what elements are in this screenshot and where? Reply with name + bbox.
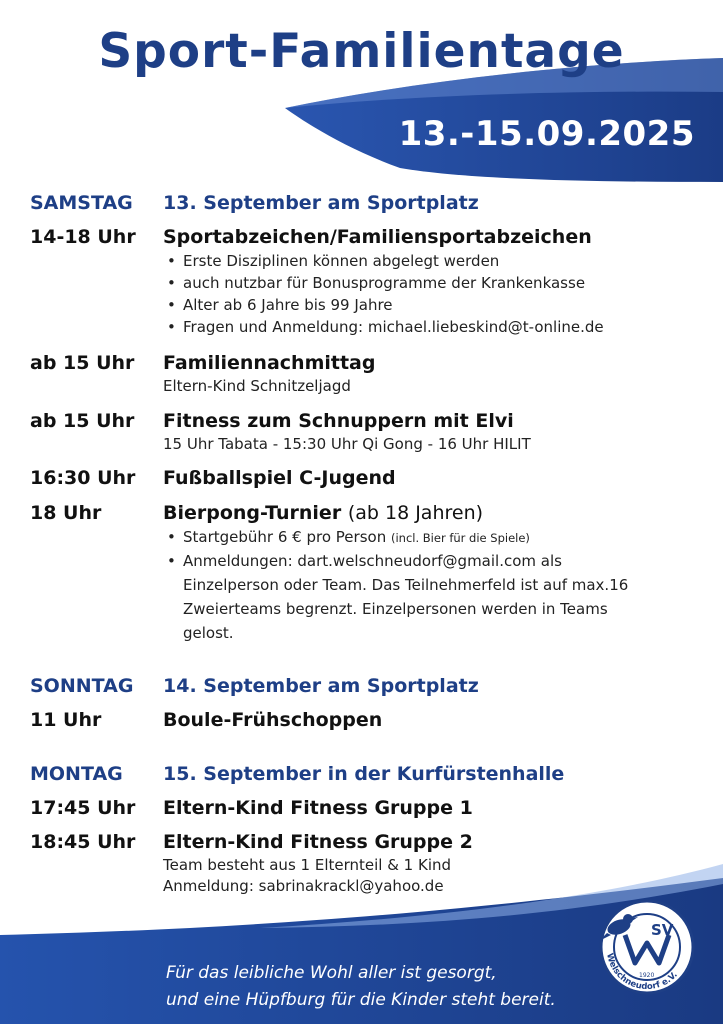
page-title: Sport-Familientage (98, 24, 625, 79)
event-subtitle: Team besteht aus 1 Elternteil & 1 Kind (163, 856, 452, 874)
day-header-samstag (30, 192, 700, 214)
event-title: Boule-Frühschoppen (163, 709, 383, 731)
bullet-item: • auch nutzbar für Bonusprogramme der Krankenkasse (163, 272, 700, 294)
event-row (30, 350, 700, 397)
event-time: 18:45 Uhr (30, 831, 136, 853)
event-title: Familiennachmittag (163, 352, 376, 374)
day-subtitle: 15. September in der Kurfürstenhalle (163, 763, 565, 785)
event-row (30, 795, 700, 821)
event-time: 17:45 Uhr (30, 797, 136, 819)
day-label: MONTAG (30, 763, 123, 785)
event-row (30, 224, 700, 338)
bullet-item: • Alter ab 6 Jahre bis 99 Jahre (163, 294, 700, 316)
logo-ring-path: Welschneudorf e.V. (604, 952, 680, 993)
event-row (30, 707, 700, 733)
day-header-sonntag (30, 675, 700, 697)
event-title: Sportabzeichen/Familiensportabzeichen (163, 226, 592, 248)
bullet-item: • Erste Disziplinen können abgelegt werden (163, 250, 700, 272)
bullet-item (163, 526, 700, 549)
event-bullets (163, 526, 700, 645)
footer-note (166, 960, 606, 1014)
event-subtitle: Eltern-Kind Schnitzeljagd (163, 377, 351, 395)
logo-year: 1920 (639, 972, 655, 979)
day-header-montag (30, 763, 700, 785)
event-title: Fußballspiel C-Jugend (163, 467, 396, 489)
event-dates: 13.-15.09.2025 (398, 114, 695, 154)
event-title-text: Bierpong-Turnier (163, 502, 342, 524)
event-time: ab 15 Uhr (30, 352, 135, 374)
event-title: Fitness zum Schnuppern mit Elvi (163, 410, 514, 432)
footer-line: und eine Hüpfburg für die Kinder steht bereit. (166, 990, 556, 1010)
footer-line: Für das leibliche Wohl aller ist gesorgt, (166, 963, 497, 983)
event-time: 11 Uhr (30, 709, 102, 731)
day-subtitle: 14. September am Sportplatz (163, 675, 479, 697)
event-time: 16:30 Uhr (30, 467, 136, 489)
program (30, 192, 700, 897)
event-subtitle: 15 Uhr Tabata - 15:30 Uhr Qi Gong - 16 Uhr HILIT (163, 435, 531, 453)
day-label: SAMSTAG (30, 192, 133, 214)
bullet-item: • Anmeldungen: dart.welschneudorf@gmail.com als Einzelperson oder Team. Das Teilnehmerfeld ist auf max.16 Zweierteams begrenzt. Einzelpersonen werden in Teams gelost. (163, 549, 700, 645)
event-time: 18 Uhr (30, 502, 102, 524)
event-bullets (163, 250, 700, 338)
club-logo (593, 897, 701, 997)
event-title: Eltern-Kind Fitness Gruppe 1 (163, 797, 473, 819)
event-subtitle: Anmeldung: sabrinakrackl@yahoo.de (163, 877, 444, 895)
logo-initials: SV (651, 921, 674, 939)
bullet-main: Startgebühr 6 € pro Person (183, 528, 387, 546)
event-time: ab 15 Uhr (30, 410, 135, 432)
day-subtitle: 13. September am Sportplatz (163, 192, 479, 214)
event-title-note: (ab 18 Jahren) (347, 502, 484, 524)
event-row (30, 500, 700, 645)
event-row (30, 465, 700, 491)
day-label: SONNTAG (30, 675, 134, 697)
bullet-item: • Fragen und Anmeldung: michael.liebeskind@t-online.de (163, 316, 700, 338)
event-row (30, 408, 700, 455)
event-title (163, 500, 700, 526)
bullet-note: (incl. Bier für die Spiele) (390, 531, 530, 545)
event-title: Eltern-Kind Fitness Gruppe 2 (163, 831, 473, 853)
event-row (30, 829, 700, 897)
event-time: 14-18 Uhr (30, 226, 136, 248)
